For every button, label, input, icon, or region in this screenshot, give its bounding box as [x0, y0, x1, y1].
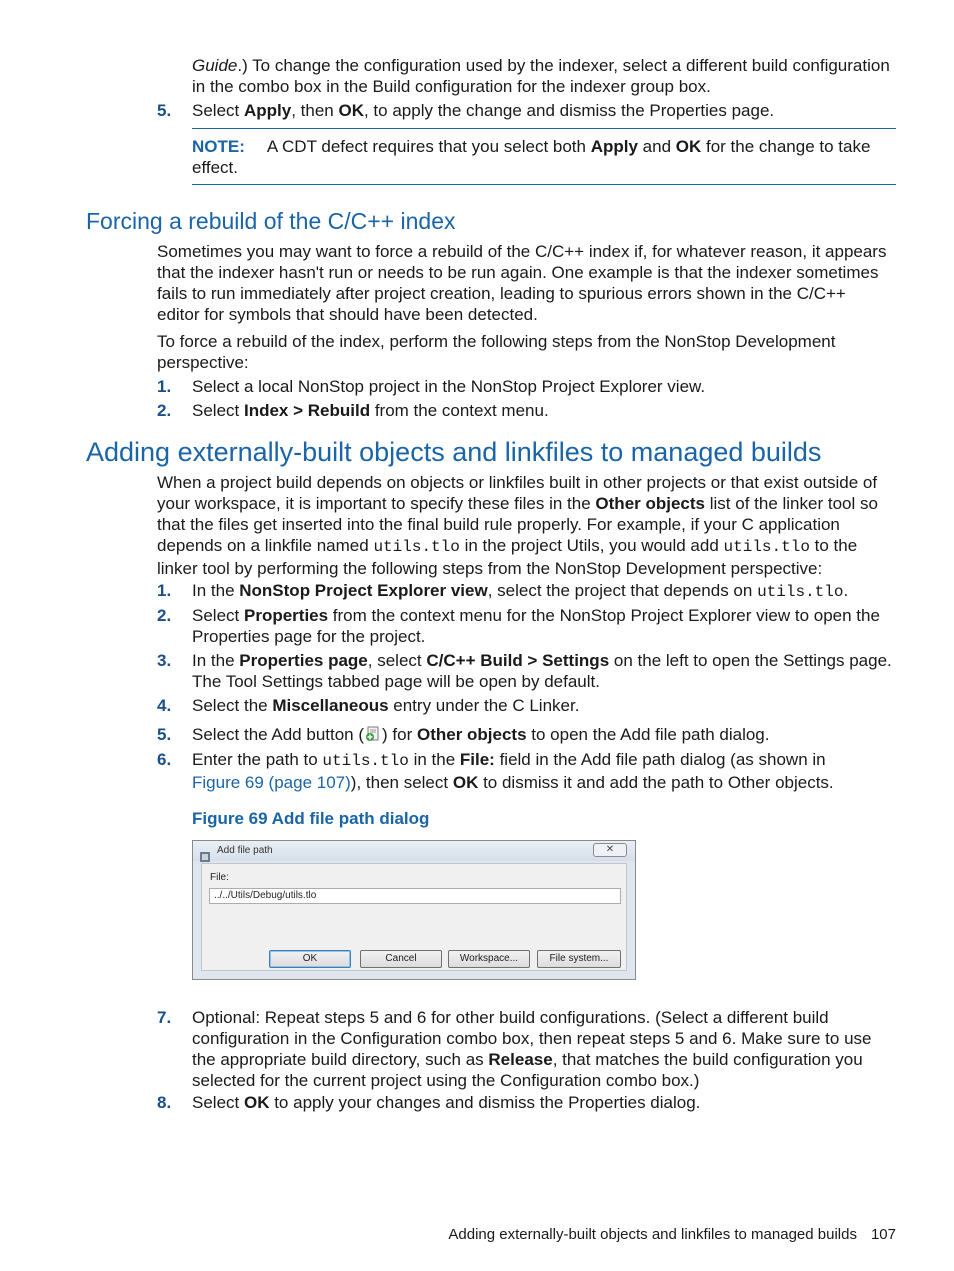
add-file-icon — [365, 726, 381, 742]
text-line: Properties page for the project. — [192, 627, 426, 646]
bold-term: Apply — [590, 137, 638, 156]
text: list of the linker tool so — [705, 494, 878, 513]
code-text: utils.tlo — [757, 583, 844, 601]
note-box — [192, 136, 897, 178]
text-line: perspective: — [157, 353, 249, 372]
text-line: selected for the current project using the Configuration combo box.) — [192, 1071, 700, 1090]
step-number: 2. — [157, 401, 172, 420]
section-heading-rebuild-index: Forcing a rebuild of the C/C++ index — [86, 208, 456, 234]
step-number: 8. — [157, 1093, 172, 1112]
code-text: utils.tlo — [322, 752, 409, 770]
step-number: 1. — [157, 581, 172, 600]
step-number: 1. — [157, 377, 172, 396]
text-line: Optional: Repeat steps 5 and 6 for other build configurations. (Select a different build — [192, 1008, 829, 1027]
text-line: To force a rebuild of the index, perform the following steps from the NonStop Development — [157, 332, 836, 351]
text-line: Sometimes you may want to force a rebuild of the C/C++ index if, for whatever reason, it appears — [157, 242, 887, 261]
bold-term: File: — [459, 750, 495, 769]
figure-link[interactable]: Figure 69 (page 107) — [192, 773, 351, 792]
bold-term: OK — [675, 137, 702, 156]
bold-term: C/C++ Build > Settings — [426, 651, 610, 670]
text: on the left to open the Settings page. — [609, 651, 892, 670]
text: In the — [192, 581, 240, 600]
step-text — [192, 1007, 897, 1091]
add-file-path-dialog — [192, 840, 636, 980]
text: from the context menu for the NonStop Project Explorer view to open the — [328, 606, 880, 625]
bold-term: Release — [488, 1050, 553, 1069]
dialog-titlebar — [193, 841, 635, 861]
italic-guide: Guide — [192, 56, 238, 75]
note-line2: effect. — [192, 158, 238, 177]
text: Select — [192, 401, 244, 420]
text: Select — [192, 1093, 244, 1112]
step-number: 2. — [157, 606, 172, 625]
page-footer — [448, 1224, 896, 1245]
code-text: utils.tlo — [723, 538, 810, 556]
cancel-button[interactable]: Cancel — [360, 950, 442, 968]
step-text — [192, 695, 897, 716]
text: to the — [809, 536, 858, 555]
text: . — [843, 581, 849, 600]
text-line: When a project build depends on objects or linkfiles built in other projects or that exist outside of — [157, 473, 878, 492]
bold-term: Miscellaneous — [272, 696, 389, 715]
text: Select the Add button ( — [192, 725, 365, 744]
text: , select — [367, 651, 427, 670]
text: depends on a linkfile named — [157, 536, 374, 555]
text: from the context menu. — [370, 401, 549, 420]
note-bottom-rule — [192, 184, 896, 185]
figure-caption: Figure 69 Add file path dialog — [192, 809, 430, 828]
text: and — [637, 137, 676, 156]
text: to dismiss it and add the path to Other objects. — [478, 773, 834, 792]
bold-term: Properties page — [239, 651, 368, 670]
note-top-rule — [192, 128, 896, 129]
bold-term: Properties — [243, 606, 329, 625]
text-line: fails to run immediately after project creation, leading to spurious errors shown in the C/C++ — [157, 284, 846, 303]
rebuild-paragraph-2 — [157, 331, 897, 373]
text-line: that the files get inserted into the final build rule properly. For example, if your C application — [157, 515, 840, 534]
file-system-button[interactable]: File system... — [537, 950, 621, 968]
bold-term: Other objects — [595, 494, 706, 513]
file-path-input[interactable]: ../../Utils/Debug/utils.tlo — [209, 888, 621, 904]
text: entry under the C Linker. — [388, 696, 580, 715]
intro-paragraph — [192, 55, 897, 97]
step-number: 3. — [157, 651, 172, 670]
text: , to apply the change and dismiss the Properties page. — [363, 101, 775, 120]
text: , that matches the build configuration you — [552, 1050, 863, 1069]
text: In the — [192, 651, 240, 670]
bold-term: Other objects — [416, 725, 527, 744]
file-label: File: — [210, 872, 229, 883]
step-text — [192, 605, 897, 647]
ok-button[interactable]: OK — [269, 950, 351, 968]
bold-term: Apply — [243, 101, 292, 120]
text-line: linker tool by performing the following steps from the NonStop Development perspective: — [157, 559, 823, 578]
close-icon[interactable]: ✕ — [593, 843, 627, 857]
text: A CDT defect requires that you select both — [266, 137, 591, 156]
text: Select — [192, 101, 244, 120]
step-number: 7. — [157, 1008, 172, 1027]
dialog-app-icon — [200, 846, 210, 856]
step-text — [192, 749, 897, 793]
step-number: 5. — [157, 101, 172, 120]
step-number: 4. — [157, 696, 172, 715]
text: Select — [192, 606, 244, 625]
bold-term: Index > Rebuild — [243, 401, 371, 420]
section-heading-external-objects: Adding externally-built objects and linkfiles to managed builds — [86, 437, 822, 467]
code-text: utils.tlo — [373, 538, 460, 556]
page-number: 107 — [870, 1226, 896, 1243]
bold-term: OK — [338, 101, 364, 120]
external-objects-paragraph — [157, 472, 897, 579]
dialog-title: Add file path — [217, 845, 273, 856]
rebuild-paragraph-1 — [157, 241, 897, 325]
step-text — [192, 650, 897, 692]
text: field in the Add file path dialog (as shown in — [494, 750, 826, 769]
text: ), then select — [350, 773, 453, 792]
note-label: NOTE: — [192, 137, 245, 156]
text: the appropriate build directory, such as — [192, 1050, 489, 1069]
text: to open the Add file path dialog. — [526, 725, 770, 744]
step-text — [192, 580, 897, 603]
text-line: that the indexer hasn't run or needs to be run again. One example is that the indexer sometimes — [157, 263, 879, 282]
text: Select the — [192, 696, 273, 715]
text: , then — [291, 101, 339, 120]
step-text — [192, 724, 897, 745]
step-number: 6. — [157, 750, 172, 769]
step-number: 5. — [157, 725, 172, 744]
text: , select the project that depends on — [487, 581, 758, 600]
workspace-button[interactable]: Workspace... — [448, 950, 530, 968]
text: for the change to take — [701, 137, 871, 156]
bold-term: NonStop Project Explorer view — [239, 581, 488, 600]
step-text — [192, 1092, 897, 1113]
step-text — [192, 400, 897, 421]
bold-term: OK — [452, 773, 479, 792]
text: your workspace, it is important to specify these files in the — [157, 494, 596, 513]
text: in the — [408, 750, 460, 769]
text-line: editor for symbols that should have been detected. — [157, 305, 538, 324]
step-text — [192, 100, 897, 121]
step-text: Select a local NonStop project in the NonStop Project Explorer view. — [192, 377, 706, 396]
bold-term: OK — [243, 1093, 270, 1112]
dialog-body — [201, 863, 627, 971]
text: Enter the path to — [192, 750, 323, 769]
text: ) for — [382, 725, 417, 744]
footer-title: Adding externally-built objects and linkfiles to managed builds — [448, 1226, 857, 1243]
text: in the project Utils, you would add — [459, 536, 724, 555]
intro-line2: in the combo box in the Build configuration for the indexer group box. — [192, 77, 711, 96]
text: to apply your changes and dismiss the Properties dialog. — [269, 1093, 701, 1112]
text-line: configuration in the Configuration combo box, then repeat steps 5 and 6. Make sure to use — [192, 1029, 872, 1048]
intro-line1: .) To change the configuration used by the indexer, select a different build configuration — [237, 56, 890, 75]
text-line: The Tool Settings tabbed page will be open by default. — [192, 672, 600, 691]
